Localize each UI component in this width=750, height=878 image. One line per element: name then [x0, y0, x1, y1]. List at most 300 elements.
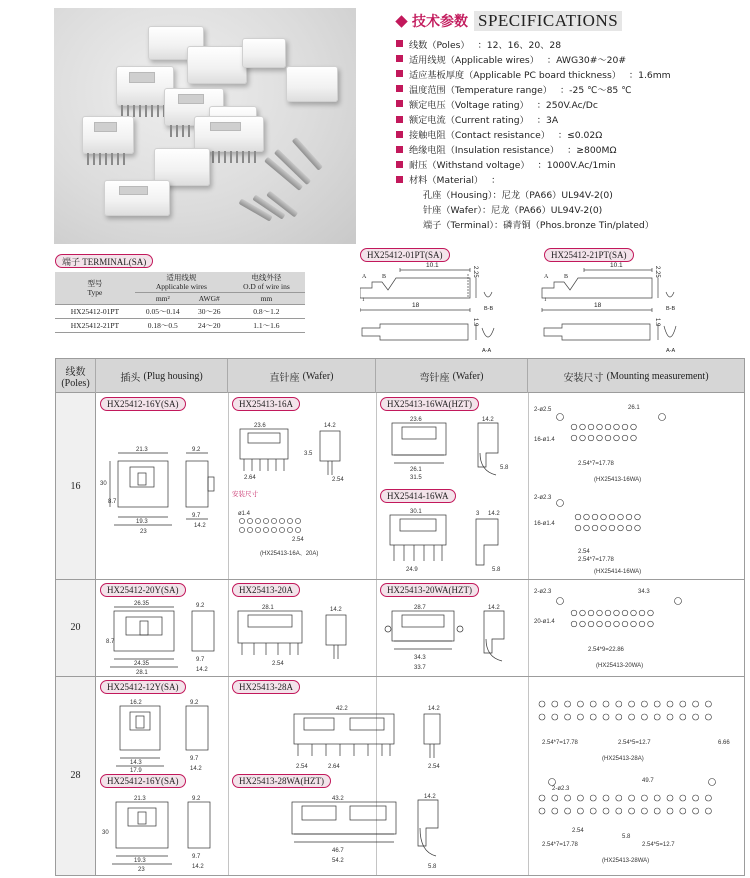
hole-mark	[247, 518, 252, 523]
cell-plug-12	[100, 680, 226, 774]
hole-mark	[287, 518, 292, 523]
part-hx25412-16y-b: HX25412-16Y(SA)	[100, 774, 186, 788]
terminal-2-dim-b: 18	[594, 302, 602, 309]
main-table-header	[56, 359, 744, 393]
cell-type: HX25412-01PT	[55, 305, 135, 319]
hole-mark	[590, 795, 596, 801]
spec-value: ：250V.Ac/Dc	[536, 99, 598, 111]
hole-mark	[605, 621, 611, 627]
mount-pitch-5: 2.54*5=12.7	[618, 740, 651, 746]
mount-28a-svg	[532, 680, 742, 774]
photo-connector-9	[194, 116, 264, 152]
square-bullet-icon	[396, 161, 403, 168]
hole-mark	[629, 714, 635, 720]
hole-mark	[616, 808, 622, 814]
main-table	[55, 358, 745, 876]
hole-mark	[605, 424, 611, 430]
hole-mark	[580, 424, 586, 430]
hole-mark	[693, 808, 699, 814]
terminal-drawing-1-title: HX25412-01PT(SA)	[360, 248, 450, 262]
spec-row	[396, 96, 744, 111]
header-poles-en: (Poles)	[61, 378, 90, 389]
hole-mark	[614, 424, 620, 430]
hole-mark	[705, 701, 711, 707]
spec-label: 额定电压（Voltage rating）	[409, 99, 529, 111]
dim-23-6: 23.6	[254, 423, 266, 429]
hole-mark	[648, 621, 654, 627]
hole-mark	[590, 714, 596, 720]
hole-mark	[616, 714, 622, 720]
unit-mm2: mm²	[135, 293, 191, 305]
terminal-1-section-aa: A-A	[482, 348, 492, 354]
hole-mark	[247, 527, 252, 532]
material-item: 针座（Wafer）：尼龙（PA66）UL94V-2(0)	[423, 205, 603, 217]
dim-16-2: 16.2	[130, 700, 142, 706]
hole-mark	[618, 525, 624, 531]
cell-mount-16wa	[532, 397, 742, 489]
material-item: 端子（Terminal）：磷青铜（Phos.bronze Tin/plated）	[423, 220, 654, 232]
dim-42-2: 42.2	[336, 706, 348, 712]
hole-mark	[271, 527, 276, 532]
hole-mark	[577, 808, 583, 814]
dim-5-8-b: 5.8	[492, 567, 501, 573]
dim-9-2-b: 9.2	[196, 603, 205, 609]
spec-label: 耐压（Withstand voltage）	[409, 160, 530, 172]
dim-19-3-b: 19.3	[134, 858, 146, 864]
cell-mm2: 0.05～0.14	[135, 305, 191, 319]
drawing-rwafer-16wa	[380, 413, 526, 485]
hole-mark	[648, 610, 654, 616]
spec-label: 材料（Material）	[409, 175, 484, 187]
mount-pin-16: 16-ø1.4	[534, 437, 555, 443]
mount-28a-label: (HX25413-28A)	[602, 756, 644, 762]
dim-2-54-d: 2.54	[428, 764, 440, 770]
photo-connector-11	[104, 180, 170, 216]
dim-19-3: 19.3	[136, 519, 148, 525]
hole-mark	[597, 610, 603, 616]
spec-value: ：	[491, 175, 501, 187]
hole-mark	[603, 701, 609, 707]
terminal-1-letter-sup-a: 1	[362, 298, 365, 303]
dim-9-7-b: 9.7	[196, 657, 205, 663]
terminal-1-dim-a: 10.1	[426, 262, 439, 269]
hole-mark	[705, 714, 711, 720]
mount-254: 2.54	[578, 549, 590, 555]
dim-2-64: 2.64	[244, 475, 256, 481]
hole-mark	[263, 527, 268, 532]
dim-24-35: 24.35	[134, 661, 150, 667]
hole-mark	[552, 701, 558, 707]
hole-mark	[577, 701, 583, 707]
hole-mark	[654, 714, 660, 720]
terminal-1-dim-b: 18	[412, 302, 420, 309]
photo-connector-3	[242, 38, 286, 68]
spec-label: 温度范围（Temperature range）	[409, 84, 552, 96]
hole-mark	[667, 701, 673, 707]
terminal-1-dim-d: 1.9	[472, 318, 478, 327]
dim-14-2-e: 14.2	[196, 667, 208, 673]
dim-43-2: 43.2	[332, 796, 344, 802]
cell-plug-16	[100, 397, 226, 577]
spec-value: ：≥800MΩ	[567, 145, 617, 157]
specifications-panel	[396, 10, 744, 232]
spec-row	[396, 111, 744, 126]
spec-row	[396, 66, 744, 81]
hole-mark	[601, 514, 607, 520]
col-od	[228, 272, 305, 293]
cell-od: 1.1～1.6	[228, 319, 305, 333]
mounting-hole-mark	[557, 414, 564, 421]
terminal-drawing-2	[540, 248, 715, 358]
mount-20wa-svg	[532, 583, 742, 675]
spec-label: 额定电流（Current rating）	[409, 115, 529, 127]
part-hx25413-16wa: HX25413-16WA(HZT)	[380, 397, 479, 411]
mount-5-8: 5.8	[622, 834, 631, 840]
spec-row	[396, 172, 744, 187]
mounting-hole-mark	[675, 598, 682, 605]
square-bullet-icon	[396, 116, 403, 123]
mount-hole-4: 2-ø2.3	[552, 786, 570, 792]
header-mounting	[528, 359, 744, 393]
photo-connector-8	[82, 116, 134, 154]
hole-mark	[584, 514, 590, 520]
header-rwafer-cn: 弯针座	[419, 372, 450, 384]
spec-row	[396, 142, 744, 157]
mount-pitch-6: 2.54*7=17.78	[542, 842, 578, 848]
dim-26-35: 26.35	[134, 601, 150, 607]
hole-mark	[641, 714, 647, 720]
mount-pitch-4: 2.54*7=17.78	[542, 740, 578, 746]
hole-mark	[654, 808, 660, 814]
mount-pitch-1: 2.54*7=17.78	[578, 461, 614, 467]
mounting-hole-mark	[557, 598, 564, 605]
hole-mark	[631, 424, 637, 430]
dim-30-b: 30	[102, 830, 109, 836]
hole-mark	[539, 808, 545, 814]
specifications-title-en: SPECIFICATIONS	[474, 11, 622, 31]
mount-span-3: 49.7	[642, 778, 654, 784]
spec-label: 适用线规（Applicable wires）	[409, 54, 539, 66]
hole-mark	[571, 424, 577, 430]
unit-awg: AWG#	[191, 293, 228, 305]
hole-mark	[565, 714, 571, 720]
mount-16wa-label: (HX25413-16WA)	[594, 477, 642, 483]
part-hx25413-28a: HX25413-28A	[232, 680, 300, 694]
hole-mark	[639, 621, 645, 627]
mount-16wa-svg	[532, 397, 742, 489]
dim-9-7: 9.7	[192, 513, 201, 519]
hole-mark	[255, 518, 260, 523]
hole-mark	[565, 808, 571, 814]
hole-mark	[597, 435, 603, 441]
hole-mark	[590, 808, 596, 814]
mounting-hole-mark	[709, 779, 716, 786]
spec-value: ：1.6mm	[628, 69, 671, 81]
table-row	[55, 305, 305, 319]
hole-mark	[622, 424, 628, 430]
header-mount-cn: 安装尺寸	[563, 372, 604, 384]
hole-mark	[641, 808, 647, 814]
mount-20wa-label: (HX25413-20WA)	[596, 663, 644, 669]
materials-list	[396, 187, 744, 232]
hole-mark	[571, 435, 577, 441]
hole-mark	[279, 527, 284, 532]
hole-mark	[592, 525, 598, 531]
hole-mark	[605, 435, 611, 441]
dim-9-2-d: 9.2	[192, 796, 201, 802]
dim-14-2-j: 14.2	[428, 706, 440, 712]
header-mount-en: (Mounting measurement)	[606, 370, 709, 382]
hole-mark	[693, 795, 699, 801]
hole-mark	[597, 424, 603, 430]
drawing-wafer-28a	[232, 696, 524, 772]
dim-2-54-b: 2.54	[272, 661, 284, 667]
hole-mark	[255, 527, 260, 532]
hole-mark	[639, 610, 645, 616]
mount-span-1: 26.1	[628, 405, 640, 411]
terminal-2-section-bb: B-B	[666, 306, 676, 312]
hole-mark	[614, 621, 620, 627]
hole-mark	[616, 795, 622, 801]
cell-rwafer-20	[380, 583, 526, 675]
hole-mark	[565, 701, 571, 707]
dim-14-2-i: 14.2	[192, 864, 204, 870]
mount-hole-3: 2-ø2.3	[534, 589, 552, 595]
drawing-plug-16	[100, 423, 226, 563]
hole-mark	[239, 527, 244, 532]
mount-hole-2: 2-ø2.3	[534, 495, 552, 501]
terminal-drawing-2-svg	[540, 248, 715, 358]
dim-14-2-d: 14.2	[488, 511, 500, 517]
hole-mark	[680, 795, 686, 801]
mount-pin-16b: 16-ø1.4	[534, 521, 555, 527]
drawing-wafer-28wa	[232, 790, 524, 874]
product-photo	[54, 8, 356, 244]
cell-mount-20wa	[532, 583, 742, 675]
mounting-hole-mark	[557, 500, 564, 507]
cell-mount-28wa	[532, 774, 742, 874]
dim-14-2-k: 14.2	[424, 794, 436, 800]
square-bullet-icon	[396, 176, 403, 183]
col-wires-cn: 适用线规	[166, 273, 197, 282]
part-hx25412-20y: HX25412-20Y(SA)	[100, 583, 186, 597]
col-type	[55, 272, 135, 305]
hole-mark	[641, 795, 647, 801]
cell-mount-28a	[532, 680, 742, 774]
hole-mark	[263, 518, 268, 523]
square-bullet-icon	[396, 70, 403, 77]
dim-3: 3	[476, 511, 480, 517]
spec-value: ：3A	[536, 115, 559, 127]
col-type-en: Type	[87, 288, 103, 297]
terminal-drawing-2-title: HX25412-21PT(SA)	[544, 248, 634, 262]
col-divider-1	[228, 393, 229, 875]
hole-mark	[592, 514, 598, 520]
diamond-bullet-icon	[395, 15, 407, 27]
hole-mark	[641, 701, 647, 707]
spec-value: ：-25 ℃～85 ℃	[559, 84, 632, 96]
hole-mark	[654, 701, 660, 707]
col-divider-3	[528, 393, 529, 875]
hole-mark	[552, 714, 558, 720]
terminal-2-letter-sup: 1	[544, 298, 547, 303]
hole-mark	[590, 701, 596, 707]
drawing-plug-12	[100, 696, 226, 774]
header-poles-cn: 线数	[65, 367, 86, 378]
hole-mark	[618, 514, 624, 520]
dim-9-7-c: 9.7	[190, 756, 199, 762]
terminal-2-letter-a: A	[544, 274, 549, 280]
mount-254-b: 2.54	[572, 828, 584, 834]
hole-mark	[287, 527, 292, 532]
dim-2-54: 2.54	[332, 477, 344, 481]
mount-6-66: 6.66	[718, 740, 730, 746]
part-hx25412-16y: HX25412-16Y(SA)	[100, 397, 186, 411]
hole-mark	[580, 435, 586, 441]
hole-mark	[622, 621, 628, 627]
hole-mark	[271, 518, 276, 523]
terminal-1-section-bb: B-B	[484, 306, 494, 312]
header-wafer-cn: 直针座	[269, 372, 300, 384]
spec-label: 线数（Poles）	[409, 39, 470, 51]
dim-5-8-c: 5.8	[428, 864, 437, 870]
terminal-2-dim-a: 10.1	[610, 262, 623, 269]
square-bullet-icon	[396, 146, 403, 153]
drawing-wafer-16a	[232, 415, 374, 481]
hole-mark	[635, 525, 641, 531]
terminal-1-dim-c: 2.25	[472, 266, 478, 278]
hole-mark	[565, 795, 571, 801]
hole-mark	[680, 701, 686, 707]
hole-mark	[603, 714, 609, 720]
hole-mark	[609, 514, 615, 520]
col-od-en: O.D of wire ins	[243, 282, 290, 291]
header-plug	[96, 359, 228, 393]
dim-30-1: 30.1	[410, 509, 422, 515]
hole-mark	[588, 424, 594, 430]
hole-mark	[577, 714, 583, 720]
col-od-cn: 电线外径	[251, 273, 282, 282]
spec-row	[396, 127, 744, 142]
mount-pitch-3: 2.54*9=22.86	[588, 647, 624, 653]
hole-mark	[295, 527, 300, 532]
dim-28-7: 28.7	[414, 605, 426, 611]
hole-mark	[626, 525, 632, 531]
part-hx25412-12y: HX25412-12Y(SA)	[100, 680, 186, 694]
dim-2-64-b: 2.64	[328, 764, 340, 770]
dim-23-6-b: 23.6	[410, 417, 422, 423]
spec-value: ：AWG30#～20#	[546, 54, 627, 66]
mount-28wa-label: (HX25413-28WA)	[602, 858, 650, 864]
hole-mark	[580, 621, 586, 627]
spec-row	[396, 51, 744, 66]
material-item: 孔座（Housing）：尼龙（PA66）UL94V-2(0)	[423, 190, 613, 202]
cell-plug-20	[100, 583, 226, 675]
hole-mark	[680, 714, 686, 720]
terminal-1-letter-a: A	[362, 274, 367, 280]
dim-34-3: 34.3	[414, 655, 426, 661]
hole-mark	[705, 795, 711, 801]
hole-mark	[580, 610, 586, 616]
hole-mark	[614, 435, 620, 441]
hole-mark	[609, 525, 615, 531]
hole-mark	[629, 808, 635, 814]
cell-wafer-20	[232, 583, 374, 675]
spec-value: ：≤0.02Ω	[557, 130, 603, 142]
dim-28-1: 28.1	[136, 670, 148, 675]
poles-28: 28	[56, 676, 96, 875]
cell-mount-14-16wa	[532, 489, 742, 577]
hole-mark	[622, 610, 628, 616]
hole-mark	[571, 621, 577, 627]
mount-16a-20a-label: (HX25413-16A、20A)	[260, 551, 319, 557]
col-type-cn: 型号	[87, 279, 103, 288]
hole-mark	[571, 610, 577, 616]
cell-awg: 30～26	[191, 305, 228, 319]
dim-21-3: 21.3	[136, 447, 148, 453]
hole-mark	[605, 610, 611, 616]
hole-mark	[631, 621, 637, 627]
spec-row	[396, 157, 744, 172]
hole-mark	[693, 701, 699, 707]
poles-20: 20	[56, 579, 96, 676]
dim-54-2: 54.2	[332, 858, 344, 864]
cell-rwafer-16-hzt	[380, 397, 526, 489]
part-hx25413-28wa: HX25413-28WA(HZT)	[232, 774, 331, 788]
photo-connector-2	[187, 46, 247, 84]
header-poles	[56, 359, 96, 393]
header-plug-en: (Plug housing)	[143, 370, 203, 382]
terminal-drawing-1-svg	[360, 248, 535, 358]
hole-mark	[575, 525, 581, 531]
cell-type: HX25412-21PT	[55, 319, 135, 333]
header-plug-cn: 插头	[120, 372, 141, 384]
dim-14-2-b: 14.2	[324, 423, 336, 429]
terminal-2-letter-b: B	[564, 274, 569, 280]
hole-mark	[629, 795, 635, 801]
dim-8-7-b: 8.7	[106, 639, 115, 645]
cell-wafer-16	[232, 397, 374, 577]
dim-46-7: 46.7	[332, 848, 344, 854]
hole-mark	[539, 701, 545, 707]
terminal-drawing-1	[360, 248, 535, 358]
col-wires	[135, 272, 228, 293]
square-bullet-icon	[396, 85, 403, 92]
spec-value: ：12、16、20、28	[477, 39, 562, 51]
mount-28wa-svg	[532, 774, 742, 874]
dim-23: 23	[140, 529, 147, 535]
mount-16a-pin: ø1.4	[238, 511, 251, 517]
dim-14-2-f: 14.2	[330, 607, 342, 613]
drawing-rwafer-20wa	[380, 599, 526, 673]
spec-value: ：1000V.Ac/1min	[537, 160, 616, 172]
hole-mark	[601, 525, 607, 531]
hole-mark	[603, 795, 609, 801]
hole-mark	[588, 621, 594, 627]
install-note: 安装尺寸	[232, 490, 258, 498]
hole-mark	[635, 514, 641, 520]
square-bullet-icon	[396, 131, 403, 138]
hole-mark	[667, 714, 673, 720]
dim-14-2-g: 14.2	[488, 605, 500, 611]
cell-mm2: 0.18～0.5	[135, 319, 191, 333]
spec-label: 绝缘电阻（Insulation resistance）	[409, 145, 560, 157]
hole-mark	[552, 808, 558, 814]
hole-mark	[667, 808, 673, 814]
drawing-plug-16-b	[100, 790, 226, 874]
terminal-2-dim-c: 2.25	[654, 266, 660, 278]
header-rwafer-en: (Wafer)	[452, 370, 484, 382]
